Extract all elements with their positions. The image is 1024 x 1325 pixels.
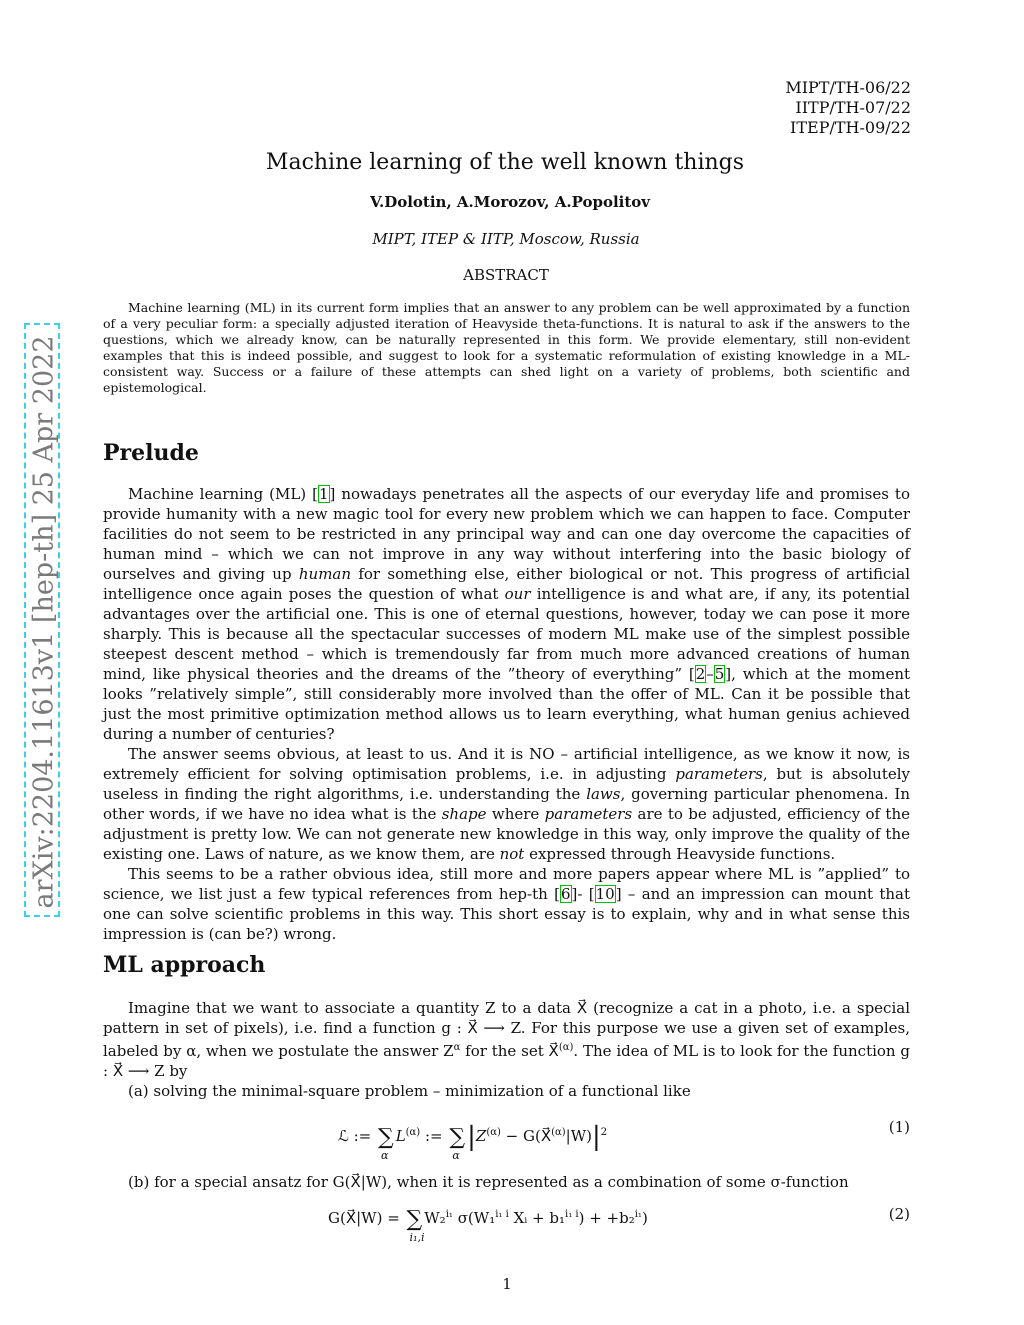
paper-title: Machine learning of the well known things [265,150,745,175]
emphasis: parameters [544,805,633,823]
arxiv-stamp[interactable] [24,323,60,917]
emphasis: not [499,845,525,863]
sum-symbol: ∑ α [449,1125,466,1162]
superscript: (α) [486,1127,501,1138]
list-item-b: (b) for a special ansatz for G(X⃗|W), when it is represented as a combination of some σ-function [128,1173,849,1191]
equation-expression [338,1122,608,1162]
paragraph [103,744,910,864]
eq-term: L [395,1127,406,1145]
text-run: , which at the moment looks ”relatively simple”, still considerably more involved than the offer of ML. Can it be possible that just the most primitive optimization method allows us to learn everything, what human genius achieved during a number of centuries? [103,665,911,743]
paper-affiliation: MIPT, ITEP & IITP, Moscow, Russia [372,230,640,248]
text-run: Imagine that we want to associate a quantity Z to a data X⃗ (recognize a cat in a photo, i.e. a special pattern in set of pixels), i.e. find a function g : X⃗ ⟶ Z. For this purpose we use a given set of examples, labeled by α, when we postulate the answer Z [103,999,910,1060]
equation-expression [328,1207,648,1244]
list-item-a: (a) solving the minimal-square problem – minimization of a functional like [128,1082,691,1100]
citation-link[interactable]: 6 [560,885,571,903]
sum-symbol: ∑ α [377,1125,394,1162]
equation-number: (2) [888,1205,910,1223]
emphasis: laws [586,785,621,803]
citation-link[interactable]: 10 [595,885,615,903]
text-run: Machine learning (ML) [128,485,313,503]
emphasis: our [504,585,531,603]
eq-term: Z [475,1127,487,1145]
report-numbers [785,78,911,138]
arxiv-identifier[interactable]: arXiv:2204.11613v1 [hep-th] 25 Apr 2022 [28,335,60,909]
text-run: nowadays penetrates all the aspects of our everyday life and promises to provide humanity with a new magic tool for every new problem which we can happen to face. Computer facilities do not seem to be restricted in any principal way and can one day overcome the capacities of human mind – which we can not improve in any way without interfering into the basic biology of ourselves and giving up [103,485,910,583]
superscript: 2 [600,1127,608,1138]
paragraph [103,998,910,1081]
ml-approach-body-b [103,1172,910,1192]
text-run: for the set X⃗ [460,1042,559,1060]
eq-lhs: ℒ := [338,1127,376,1145]
paper-authors: V.Dolotin, A.Morozov, A.Popolitov [369,193,651,211]
eq-term: σ(W₁ [452,1209,496,1227]
sum-index: α [380,1149,389,1162]
eq-term: ) [641,1209,648,1227]
equation-2 [103,1205,910,1245]
emphasis: parameters [675,765,763,783]
eq-assign: := [420,1127,448,1145]
text-run: , but is absolutely useless in finding the right algorithms, i.e. understanding the [103,765,910,803]
eq-term: − G(X⃗ [500,1127,552,1145]
eq-term: Xᵢ + b₁ [508,1209,565,1227]
text-run: - [577,885,589,903]
text-run: where [486,805,545,823]
superscript: (α) [551,1127,566,1138]
abstract-heading: ABSTRACT [463,266,549,284]
eq-term: ) + +b₂ [578,1209,635,1227]
eq-lhs: G(X⃗|W) = [328,1209,405,1227]
citation-link[interactable]: 2 [695,665,706,683]
superscript: (α) [405,1127,421,1138]
text-run: . The idea of ML is to look for the function g : X⃗ ⟶ Z by [103,1042,910,1080]
text-run: are to be adjusted, efficiency of the adjustment is pretty low. We can not generate new knowledge in this way, only improve the quality of the existing one. Laws of nature, as we know them, are [103,805,910,863]
report-id: IITP/TH-07/22 [795,98,911,117]
section-heading-prelude: Prelude [103,440,199,466]
superscript: i₁ [634,1209,642,1220]
emphasis: human [298,565,352,583]
abs-bar: | [591,1122,601,1152]
report-id: MIPT/TH-06/22 [785,78,911,97]
eq-term: |W) [565,1127,592,1145]
citation-link[interactable]: 1 [318,485,329,503]
equation-1 [103,1118,910,1162]
paragraph: Machine learning (ML) [1] nowadays penetrates all the aspects of our everyday life and promises to provide humanity with a new magic tool for every new problem which we can happen to face. Computer facilities do not seem to be restricted in any principal way and can one day overcome the capacities of human mind – which we can not improve in any way without interfering into the basic biology of ourselves and giving up human for something else, either biological or not. This progress of artificial intelligence once again poses the question of what our intelligence is and what are, if any, its potential advantages over the artificial one. This is one of eternal questions, however, today we can pose it more sharply. This is because all the spectacular successes of modern ML make use of the simplest possible steepest descent method – which is tremendously far from much more advanced creations of human mind, like physical theories and the dreams of the ”theory of everything” [2–5], which at the moment looks ”relatively simple”, still considerably more involved than the offer of ML. Can it be possible that just the most primitive optimization method allows us to learn everything, what human genius achieved during a number of centuries? [103,485,911,743]
sum-symbol: ∑ i₁,i [406,1207,425,1244]
superscript: i₁ i [495,1209,509,1220]
text-run: – [706,665,714,683]
superscript: i₁ [445,1209,453,1220]
emphasis: shape [441,805,487,823]
superscript: α [453,1042,461,1053]
superscript: (α) [558,1042,574,1053]
superscript: i₁ i [565,1209,579,1220]
paragraph: This seems to be a rather obvious idea, still more and more papers appear where ML is ”applied” to science, we list just a few typical references from hep-th [6]- [10] – and an impression can mount that one can solve scientific problems in this way. This short essay is to explain, why and in what sense this impression is (can be?) wrong. [103,865,910,943]
section-heading-ml-approach: ML approach [103,952,266,978]
text-run: This seems to be a rather obvious idea, still more and more papers appear where ML is ”applied” to science, we list just a few typical references from hep-th [103,865,910,903]
sum-index: α [452,1149,460,1162]
page-number: 1 [502,1275,512,1293]
text-run: for something else, either biological or not. This progress of artificial intelligence once again poses the question of what [103,565,910,603]
text-run: , governing particular phenomena. In other words, if we have no idea what is the [103,785,910,823]
text-run: expressed through Heavyside functions. [524,845,836,863]
citation-link[interactable]: 5 [714,665,725,683]
report-id: ITEP/TH-09/22 [790,118,911,137]
text-run: intelligence is and what are, if any, its potential advantages over the artificial one. This is one of eternal questions, however, today we can pose it more sharply. This is because all the spectacular successes of modern ML make use of the simplest possible steepest descent method – which is tremendously far from much more advanced creations of human mind, like physical theories and the dreams of the ”theory of everything” [103,585,910,683]
abstract-text: Machine learning (ML) in its current form implies that an answer to any problem can be well approximated by a function of a very peculiar form: a specially adjusted iteration of Heavyside theta-functions. It is natural to ask if the answers to the questions, which we already know, can be naturally represented in this form. We provide elementary, still non-evident examples that this is indeed possible, and suggest to look for a systematic reformulation of existing knowledge in a ML-consistent way. Success or a failure of these attempts can shed light on a variety of problems, both scientific and epistemological. [103,300,910,395]
equation-number: (1) [888,1118,910,1136]
text-run: – and an impression can mount that one can solve scientific problems in this way. This short essay is to explain, why and in what sense this impression is (can be?) wrong. [103,885,910,943]
text-run: The answer seems obvious, at least to us. And it is NO – artificial intelligence, as we know it now, is extremely efficient for solving optimisation problems, i.e. in adjusting [103,745,910,783]
abs-bar: | [467,1122,476,1152]
ml-approach-body [103,998,910,1101]
sum-index: i₁,i [409,1231,425,1244]
eq-term: W₂ [424,1209,446,1227]
prelude-body [103,484,910,944]
